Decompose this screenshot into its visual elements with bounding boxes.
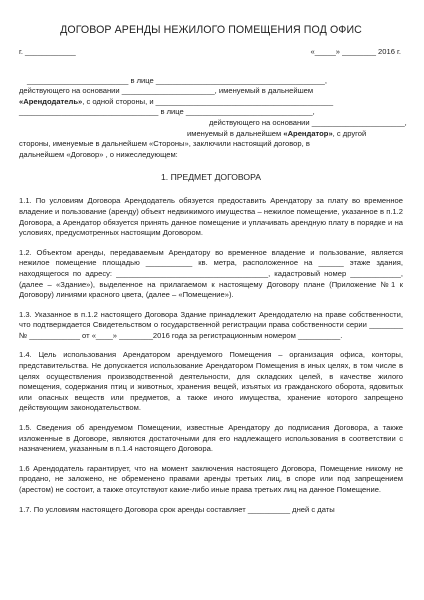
parties-line: действующего на основании ______________________, именуемый в дальнейшем: [19, 86, 314, 96]
parties-line: стороны, именуемые в дальнейшем «Стороны», заключили настоящий договор, в: [19, 139, 310, 149]
party-role: «Арендодатель»: [19, 96, 83, 106]
clause: 1.4. Цель использования Арендатором арендуемого Помещения – организация офиса, конторы, представительства. Не допускается использование Арендатором Помещения в иных целях, в том числе в целях осуществления производственной деятельности, для складских целей, в качестве жилого помещения, содержания птиц и животных, хранения вещей, изъятых из гражданского оборота, ядовитых или опасных веществ или предметов, а также иного имущества, хранение которого запрещено действующим законодательством.: [19, 350, 403, 413]
date-field: «_____» ________ 2016 г.: [310, 47, 401, 56]
clause: 1.5. Сведения об арендуемом Помещении, известные Арендатору до подписания Договора, а также изложенные в Договоре, являются достаточными для его надлежащего использования в соответствии с назначением, указанным в п.1.4 настоящего Договора.: [19, 423, 403, 454]
parties-block: [19, 75, 407, 161]
clause: 1.3. Указанное в п.1.2 настоящего Договора Здание принадлежит Арендодателю на праве собственности, что подтверждается Свидетельством о государственной регистрации права собственности серии ________ № ____________ от «____» ________2016 года за регистрационным номером __________.: [19, 309, 403, 340]
parties-line: именуемый в дальнейшем «Арендатор», с другой: [187, 128, 367, 138]
clause: 1.2. Объектом аренды, передаваемым Арендатору во временное владение и пользование, является нежилое помещение площадью ___________ кв. метра, расположенное на ______ этаже здания, находящегося по адресу: ____________________________________, кадастровый номер ____________, (далее – «Здание»), выделенное на прилагаемом к настоящему Договору плане (Приложение №1 к Договору) линиями красного цвета, (далее – «Помещение»).: [19, 247, 403, 300]
clause: 1.1. По условиям Договора Арендодатель обязуется предоставить Арендатору за плату во временное владение и пользование (аренду) объект недвижимого имущества – нежилое помещение, указанное в п.1.2 Договора, а Арендатор обязуется принять данное помещение и уплачивать арендную плату в порядке и на условиях, предусмотренных настоящим Договором.: [19, 196, 403, 238]
document-title: ДОГОВОР АРЕНДЫ НЕЖИЛОГО ПОМЕЩЕНИЯ ПОД ОФИС: [60, 24, 362, 36]
clause: 1.6 Арендодатель гарантирует, что на момент заключения настоящего Договора, Помещение никому не продано, не заложено, не обременено правами аренды третьих лиц, в споре или под запрещением (арестом) не состоит, а также отсутствуют какие-либо иные права третьих лиц на данное Помещение.: [19, 463, 403, 494]
document-meta: [19, 47, 403, 58]
parties-line: ________________________ в лице ________________________________________,: [27, 75, 327, 85]
city-field: г. ____________: [19, 47, 76, 56]
parties-line: действующего на основании ______________________,: [209, 117, 407, 127]
parties-line: _________________________________ в лице ______________________________,: [19, 107, 315, 117]
clause: 1.7. По условиям настоящего Договора срок аренды составляет __________ дней с даты: [19, 504, 335, 514]
section-title: 1. ПРЕДМЕТ ДОГОВОРА: [161, 172, 261, 183]
parties-line: «Арендодатель», с одной стороны, и __________________________________________: [19, 96, 334, 106]
parties-line: дальнейшем «Договор» , о нижеследующем:: [19, 149, 178, 159]
party-role: «Арендатор»: [283, 128, 333, 138]
